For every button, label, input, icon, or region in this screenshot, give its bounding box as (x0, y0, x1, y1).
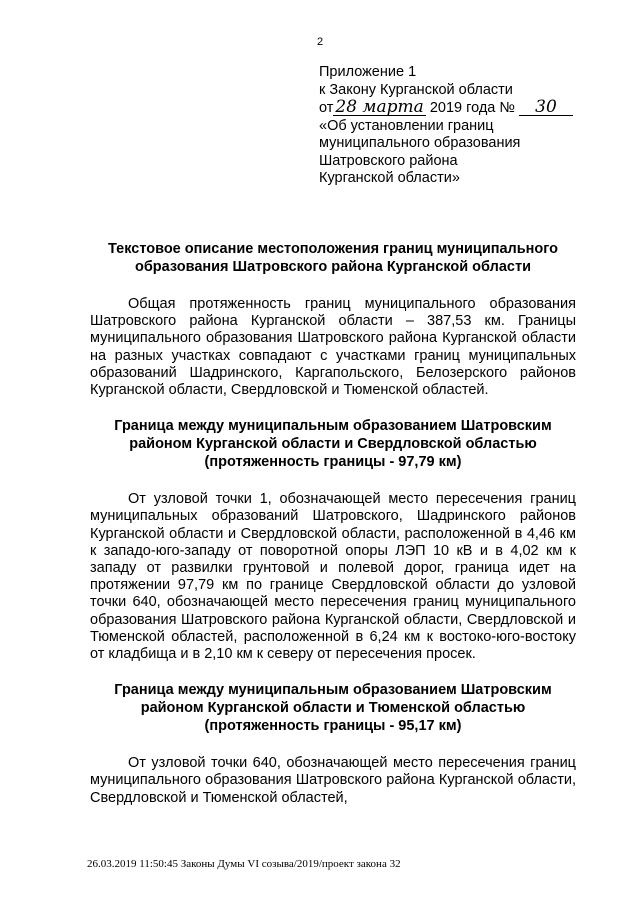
appendix-line: Курганской области» (319, 170, 460, 186)
appendix-line: к Закону Курганской области (319, 81, 513, 98)
appendix-line: Приложение 1 (319, 64, 417, 80)
appendix-line: Шатровского района (319, 152, 458, 169)
footer-file-path: 26.03.2019 11:50:45 Законы Думы VI созыва/2019/проект закона 32 (87, 858, 401, 870)
section-1-text: От узловой точки 1, обозначающей место пересечения границ муниципальных образований Шатровского, Шадринского районов Курганской области и Свердловской области, расположенной в 4,46 км к западо-юго-западу от поворотной опоры ЛЭП 10 кВ и в 4,02 км к западу от развилки грунтовой и полевой дорог, граница идет на протяжении 97,79 км по границе Свердловской области до узловой точки 640, обозначающей место пересечения границ муниципального образования Шатровского района Курганской области, Свердловской и Тюменской областей, расположенной в 6,24 км к востоко-юго-востоку от кладбища и в 2,10 км к северу от пересечения просек. (90, 491, 576, 663)
appendix-line: «Об установлении границ (319, 117, 494, 134)
from-prefix: от (319, 100, 334, 116)
handwritten-date: 28 марта (335, 97, 424, 117)
appendix-line: муниципального образования (319, 135, 521, 151)
main-title: Текстовое описание местоположения границ муниципального образования Шатровского района Курганской области (108, 241, 558, 275)
appendix-date-line (319, 99, 609, 118)
intro-paragraph: Общая протяженность границ муниципального образования Шатровского района Курганской области – 387,53 км. Границы муниципального образования Шатровского района Курганской области на разных участках совпадают с участками границ муниципальных образований Шадринского, Каргапольского, Белозерского районов Курганской области, Свердловской и Тюменской областей. (90, 296, 576, 399)
section-1-title: Граница между муниципальным образованием Шатровским районом Курганской области и Свердловской областью (протяженность границы - 97,79 км) (114, 418, 552, 471)
appendix-block (319, 64, 609, 188)
section-2-text: От узловой точки 640, обозначающей место пересечения границ муниципального образования Шатровского района Курганской области, Свердловской и Тюменской областей, (90, 755, 576, 806)
section-2-title: Граница между муниципальным образованием Шатровским районом Курганской области и Тюменской областью (протяженность границы - 95,17 км) (114, 682, 552, 735)
page-number: 2 (316, 36, 324, 48)
document-body (90, 240, 576, 807)
year-text: 2019 года № (429, 100, 515, 116)
handwritten-law-number: 30 (519, 99, 573, 116)
